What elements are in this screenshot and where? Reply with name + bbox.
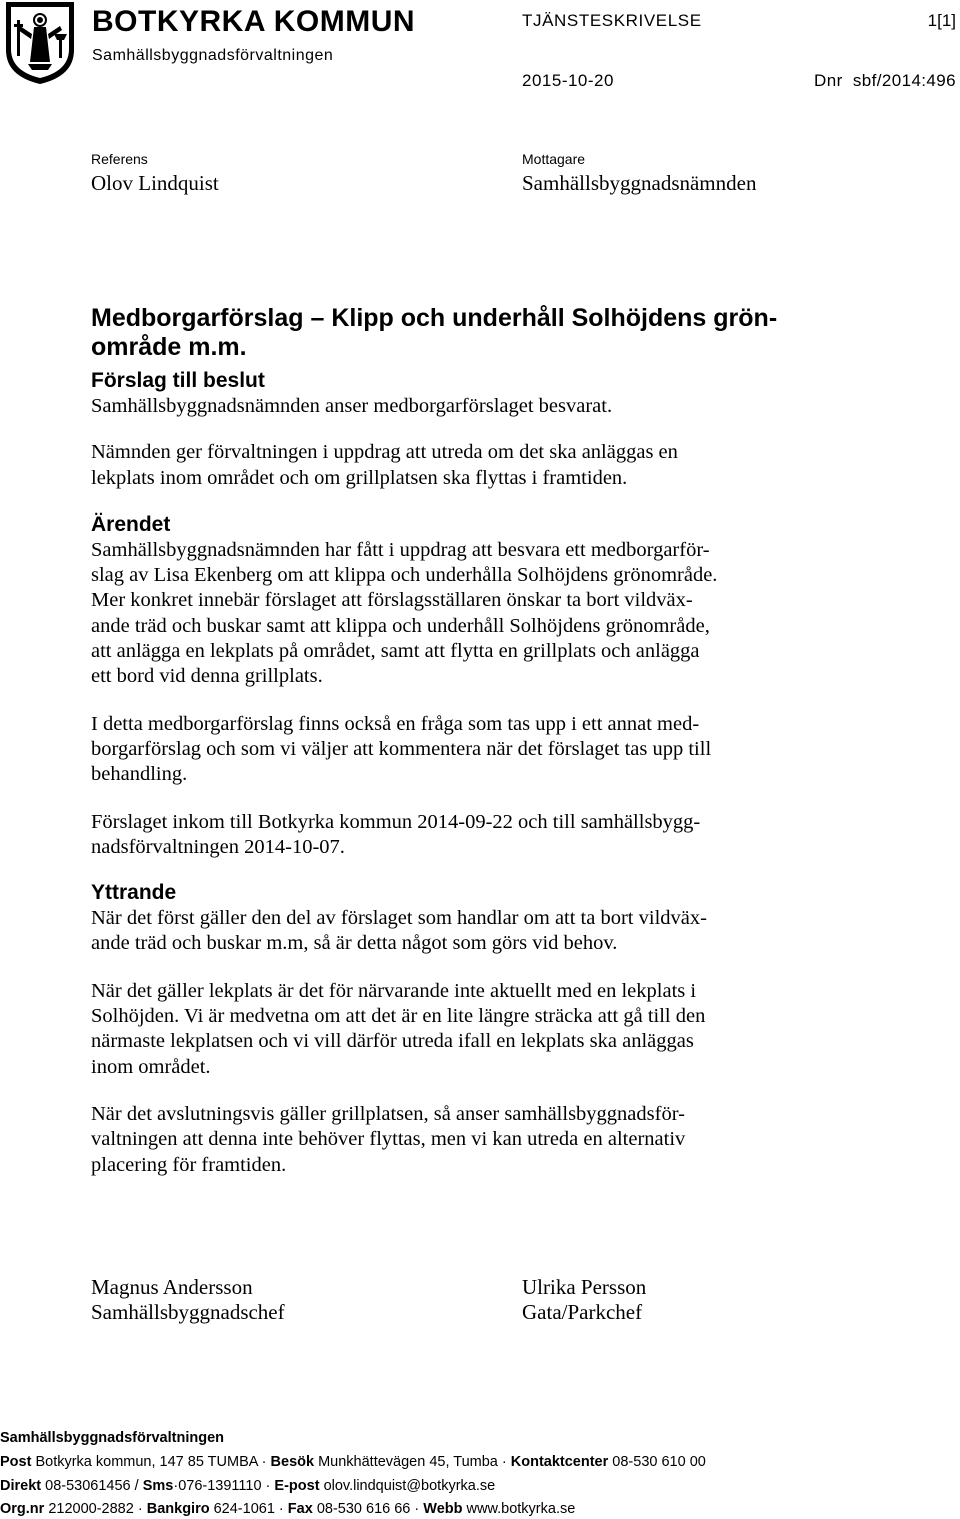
title-line: Medborgarförslag – Klipp och underhåll Solhöjdens grön- — [91, 304, 778, 332]
text-line: ande träd och buskar m.m, så är detta något som görs vid behov. — [91, 932, 618, 955]
text-line: När det avslutningsvis gäller grillplatsen, så anser samhällsbyggnadsför- — [91, 1102, 685, 1125]
footer-line-1 — [0, 1453, 706, 1471]
paragraph — [91, 538, 871, 690]
text-line: När det först gäller den del av förslaget som handlar om att ta bort vildväx- — [91, 907, 707, 930]
text-line: borgarförslag och som vi väljer att kommentera när det förslaget tas upp till — [91, 737, 712, 760]
footer-orgnr-value: 212000-2882 — [48, 1501, 134, 1517]
document-type: TJÄNSTESKRIVELSE — [522, 11, 702, 30]
footer-bankgiro-value: 624-1061 — [213, 1501, 275, 1517]
footer-separator: · — [265, 1478, 271, 1494]
text-line: Förslaget inkom till Botkyrka kommun 2014-09-22 och till samhällsbygg- — [91, 810, 701, 833]
footer-fax-label: Fax — [287, 1501, 313, 1517]
footer-separator: · — [278, 1501, 284, 1517]
footer-direct-value: 08-53061456 / — [45, 1478, 139, 1494]
footer-organization: Samhällsbyggnadsförvaltningen — [0, 1430, 224, 1446]
reference-name: Olov Lindquist — [91, 171, 219, 195]
document-date: 2015-10-20 — [522, 71, 614, 90]
footer-post-value: Botkyrka kommun, 147 85 TUMBA — [35, 1454, 258, 1470]
footer-line-3 — [0, 1500, 575, 1518]
text-line: Solhöjden. Vi är medvetna om att det är en lite längre sträcka att gå till den — [91, 1005, 706, 1028]
signature-block — [91, 1275, 285, 1325]
title-line: område m.m. — [91, 333, 247, 361]
section-heading-proposal: Förslag till beslut — [91, 369, 265, 392]
text-line: När det gäller lekplats är det för närvarande inte aktuellt med en lekplats i — [91, 979, 697, 1002]
section-heading-matter: Ärendet — [91, 512, 171, 536]
text-line: placering för framtiden. — [91, 1153, 287, 1176]
footer-separator: · — [414, 1501, 420, 1517]
registration-number: Dnr sbf/2014:496 — [814, 71, 956, 90]
document-body — [91, 304, 871, 1178]
paragraph — [91, 979, 871, 1080]
footer-line-2 — [0, 1477, 495, 1495]
footer-visit-value: Munkhättevägen 45, Tumba — [318, 1454, 498, 1470]
recipient-name: Samhällsbyggnadsnämnden — [522, 171, 757, 195]
footer-separator: · — [137, 1501, 143, 1517]
text-line: ett bord vid denna grillplats. — [91, 665, 323, 688]
paragraph — [91, 440, 871, 491]
section-heading-statement: Yttrande — [91, 881, 177, 905]
text-line: Mer konkret innebär förslaget att förslagsställaren önskar ta bort vildväx- — [91, 589, 693, 612]
footer-separator: · — [261, 1454, 267, 1470]
footer-email-label: E-post — [274, 1478, 320, 1494]
footer-direct-label: Direkt — [0, 1478, 42, 1494]
footer-sms-value: 076-1391110 — [178, 1478, 262, 1494]
footer-contact-value: 08-530 610 00 — [612, 1454, 706, 1470]
footer-email-value: olov.lindquist@botkyrka.se — [323, 1478, 496, 1494]
text-line: valtningen att denna inte behöver flyttas, men vi kan utreda en alternativ — [91, 1128, 686, 1151]
footer-fax-value: 08-530 616 66 — [316, 1501, 411, 1517]
organization-department: Samhällsbyggnadsförvaltningen — [92, 47, 334, 64]
text-line: Samhällsbyggnadsnämnden anser medborgarförslaget besvarat. — [91, 395, 613, 417]
footer-web-value: www.botkyrka.se — [466, 1501, 576, 1517]
paragraph — [91, 810, 871, 861]
municipality-crest-logo — [4, 0, 76, 86]
recipient-label: Mottagare — [522, 151, 586, 167]
text-line: slag av Lisa Ekenberg om att klippa och underhålla Solhöjdens grönområde. — [91, 564, 718, 587]
paragraph — [91, 906, 871, 957]
text-line: ande träd och buskar samt att klippa och underhåll Solhöjdens grönområde, — [91, 614, 710, 637]
page-number: 1[1] — [927, 11, 956, 30]
text-line: inom området. — [91, 1055, 211, 1078]
paragraph — [91, 394, 871, 419]
footer-web-label: Webb — [423, 1501, 463, 1517]
text-line: behandling. — [91, 763, 188, 786]
footer-separator: · — [173, 1478, 179, 1494]
reference-label: Referens — [91, 151, 148, 167]
text-line: lekplats inom området och om grillplatsen ska flyttas i framtiden. — [91, 466, 628, 489]
footer-contact-label: Kontaktcenter — [510, 1454, 609, 1470]
footer-orgnr-label: Org.nr — [0, 1501, 45, 1517]
signatory-title: Gata/Parkchef — [522, 1300, 643, 1324]
signatory-title: Samhällsbyggnadschef — [91, 1300, 285, 1324]
text-line: I detta medborgarförslag finns också en fråga som tas upp i ett annat med- — [91, 712, 700, 735]
signatory-name: Ulrika Persson — [522, 1275, 647, 1299]
signature-block — [522, 1275, 646, 1325]
text-line: Nämnden ger förvaltningen i uppdrag att utreda om det ska anläggas en — [91, 441, 678, 464]
footer-bankgiro-label: Bankgiro — [146, 1501, 210, 1517]
footer-sms-label: Sms — [142, 1478, 174, 1494]
signatory-name: Magnus Andersson — [91, 1275, 253, 1299]
paragraph — [91, 712, 871, 788]
document-title — [91, 304, 871, 362]
text-line: närmaste lekplatsen och vi vill därför utreda ifall en lekplats ska anläggas — [91, 1030, 694, 1053]
organization-name: BOTKYRKA KOMMUN — [92, 5, 416, 38]
text-line: att anlägga en lekplats på området, samt att flytta en grillplats och anlägga — [91, 640, 700, 663]
footer-separator: · — [501, 1454, 507, 1470]
text-line: nadsförvaltningen 2014-10-07. — [91, 835, 345, 858]
footer-visit-label: Besök — [270, 1454, 315, 1470]
footer-post-label: Post — [0, 1454, 32, 1470]
paragraph — [91, 1102, 871, 1178]
text-line: Samhällsbyggnadsnämnden har fått i uppdrag att besvara ett medborgarför- — [91, 538, 710, 561]
